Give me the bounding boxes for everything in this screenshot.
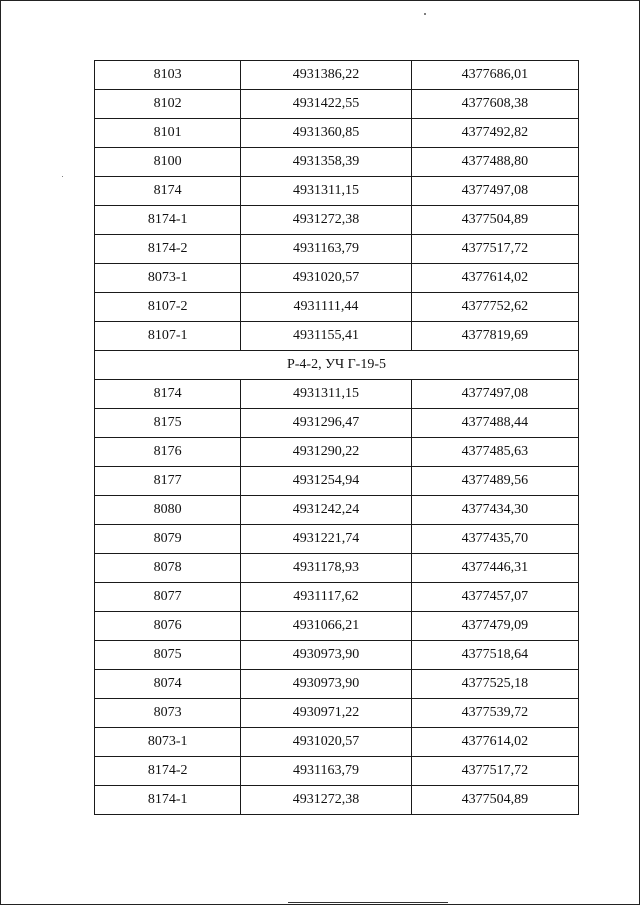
y-coordinate-cell: 4377479,09 <box>411 612 578 641</box>
point-cell: 8073-1 <box>95 264 241 293</box>
y-coordinate-cell: 4377497,08 <box>411 380 578 409</box>
point-cell: 8101 <box>95 119 241 148</box>
x-coordinate-cell: 4931311,15 <box>241 177 411 206</box>
x-coordinate-cell: 4931311,15 <box>241 380 411 409</box>
y-coordinate-cell: 4377752,62 <box>411 293 578 322</box>
point-cell: 8175 <box>95 409 241 438</box>
y-coordinate-cell: 4377492,82 <box>411 119 578 148</box>
table-row <box>95 206 579 235</box>
point-cell: 8174-2 <box>95 757 241 786</box>
y-coordinate-cell: 4377457,07 <box>411 583 578 612</box>
y-coordinate-cell: 4377539,72 <box>411 699 578 728</box>
y-coordinate-cell: 4377488,80 <box>411 148 578 177</box>
y-coordinate-cell: 4377614,02 <box>411 728 578 757</box>
x-coordinate-cell: 4931296,47 <box>241 409 411 438</box>
table-row <box>95 554 579 583</box>
x-coordinate-cell: 4930973,90 <box>241 641 411 670</box>
table-row <box>95 467 579 496</box>
point-cell: 8074 <box>95 670 241 699</box>
coordinates-table <box>94 60 579 815</box>
point-cell: 8080 <box>95 496 241 525</box>
point-cell: 8075 <box>95 641 241 670</box>
section-header <box>95 351 579 380</box>
table-row <box>95 757 579 786</box>
table-row <box>95 148 579 177</box>
point-cell: 8103 <box>95 61 241 90</box>
table-row <box>95 612 579 641</box>
table-row <box>95 380 579 409</box>
point-cell: 8078 <box>95 554 241 583</box>
x-coordinate-cell: 4931020,57 <box>241 264 411 293</box>
y-coordinate-cell: 4377525,18 <box>411 670 578 699</box>
point-cell: 8176 <box>95 438 241 467</box>
x-coordinate-cell: 4931178,93 <box>241 554 411 583</box>
x-coordinate-cell: 4930973,90 <box>241 670 411 699</box>
y-coordinate-cell: 4377488,44 <box>411 409 578 438</box>
table-row <box>95 583 579 612</box>
x-coordinate-cell: 4931358,39 <box>241 148 411 177</box>
x-coordinate-cell: 4931111,44 <box>241 293 411 322</box>
table-row <box>95 90 579 119</box>
x-coordinate-cell: 4931155,41 <box>241 322 411 351</box>
table-row <box>95 728 579 757</box>
table-row <box>95 177 579 206</box>
x-coordinate-cell: 4931272,38 <box>241 786 411 815</box>
x-coordinate-cell: 4931066,21 <box>241 612 411 641</box>
x-coordinate-cell: 4931117,62 <box>241 583 411 612</box>
point-cell: 8174-1 <box>95 786 241 815</box>
y-coordinate-cell: 4377489,56 <box>411 467 578 496</box>
point-cell: 8073 <box>95 699 241 728</box>
table-row <box>95 699 579 728</box>
point-cell: 8102 <box>95 90 241 119</box>
x-coordinate-cell: 4931163,79 <box>241 757 411 786</box>
y-coordinate-cell: 4377435,70 <box>411 525 578 554</box>
x-coordinate-cell: 4931254,94 <box>241 467 411 496</box>
y-coordinate-cell: 4377504,89 <box>411 786 578 815</box>
scan-speck <box>424 13 426 15</box>
y-coordinate-cell: 4377517,72 <box>411 757 578 786</box>
table-row <box>95 235 579 264</box>
x-coordinate-cell: 4931272,38 <box>241 206 411 235</box>
table-row <box>95 293 579 322</box>
x-coordinate-cell: 4931242,24 <box>241 496 411 525</box>
x-coordinate-cell: 4931163,79 <box>241 235 411 264</box>
y-coordinate-cell: 4377434,30 <box>411 496 578 525</box>
y-coordinate-cell: 4377518,64 <box>411 641 578 670</box>
x-coordinate-cell: 4931360,85 <box>241 119 411 148</box>
y-coordinate-cell: 4377446,31 <box>411 554 578 583</box>
y-coordinate-cell: 4377485,63 <box>411 438 578 467</box>
table-row <box>95 322 579 351</box>
y-coordinate-cell: 4377614,02 <box>411 264 578 293</box>
point-cell: 8107-2 <box>95 293 241 322</box>
y-coordinate-cell: 4377517,72 <box>411 235 578 264</box>
scan-edge-mark <box>288 902 448 903</box>
x-coordinate-cell: 4931422,55 <box>241 90 411 119</box>
table-row <box>95 641 579 670</box>
table-row <box>95 409 579 438</box>
y-coordinate-cell: 4377497,08 <box>411 177 578 206</box>
table-row <box>95 438 579 467</box>
point-cell: 8107-1 <box>95 322 241 351</box>
x-coordinate-cell: 4931386,22 <box>241 61 411 90</box>
table-row <box>95 119 579 148</box>
x-coordinate-cell: 4931221,74 <box>241 525 411 554</box>
point-cell: 8174-2 <box>95 235 241 264</box>
y-coordinate-cell: 4377504,89 <box>411 206 578 235</box>
point-cell: 8079 <box>95 525 241 554</box>
point-cell: 8174-1 <box>95 206 241 235</box>
coordinates-group-1 <box>95 61 579 351</box>
point-cell: 8077 <box>95 583 241 612</box>
table-row <box>95 670 579 699</box>
table-row <box>95 525 579 554</box>
point-cell: 8177 <box>95 467 241 496</box>
section-title: Р-4-2, УЧ Г-19-5 <box>95 351 579 380</box>
table-row <box>95 496 579 525</box>
point-cell: 8174 <box>95 380 241 409</box>
y-coordinate-cell: 4377608,38 <box>411 90 578 119</box>
y-coordinate-cell: 4377686,01 <box>411 61 578 90</box>
x-coordinate-cell: 4931290,22 <box>241 438 411 467</box>
table-row <box>95 786 579 815</box>
point-cell: 8076 <box>95 612 241 641</box>
section-row <box>95 351 579 380</box>
x-coordinate-cell: 4930971,22 <box>241 699 411 728</box>
table-row <box>95 264 579 293</box>
y-coordinate-cell: 4377819,69 <box>411 322 578 351</box>
x-coordinate-cell: 4931020,57 <box>241 728 411 757</box>
table-row <box>95 61 579 90</box>
point-cell: 8174 <box>95 177 241 206</box>
point-cell: 8100 <box>95 148 241 177</box>
scan-speck <box>62 176 63 177</box>
point-cell: 8073-1 <box>95 728 241 757</box>
coordinates-group-2 <box>95 380 579 815</box>
